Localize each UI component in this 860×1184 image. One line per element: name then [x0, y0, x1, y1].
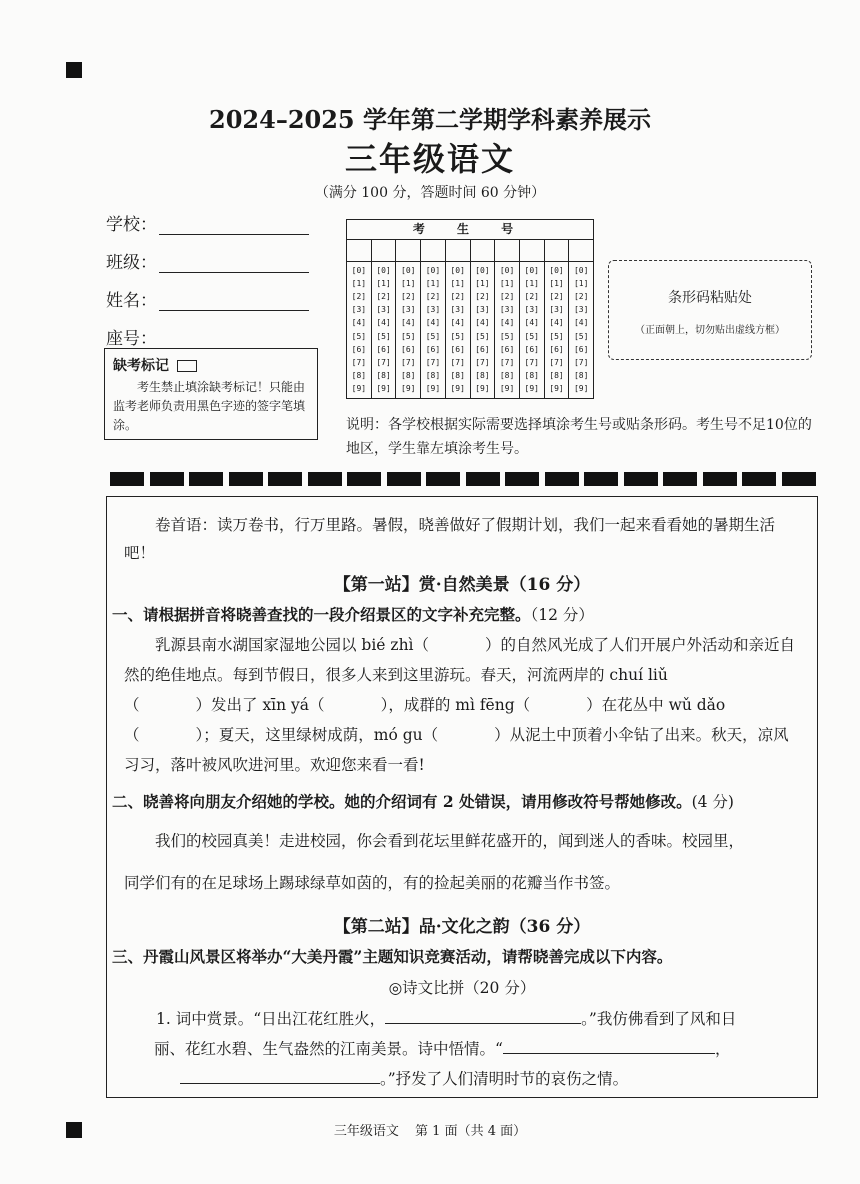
exam-number-column[interactable] [569, 262, 593, 398]
digit-bubble[interactable]: [0] [376, 265, 391, 275]
exam-number-entry-row[interactable] [347, 240, 593, 262]
q2-title: 二、晓善将向朋友介绍她的学校。她的介绍词有 2 处错误，请用修改符号帮她修改。(4 分) [112, 792, 734, 811]
digit-bubble[interactable]: [3] [549, 305, 564, 315]
digit-bubble[interactable]: [4] [499, 318, 515, 328]
page-footer [0, 1120, 860, 1139]
poem-answer-line-1[interactable] [385, 1007, 581, 1024]
digit-bubble[interactable]: [9] [351, 384, 367, 394]
digit-bubble[interactable]: [8] [524, 371, 539, 381]
q3-1-body: 1. 词中赏景。“日出江花红胜火， 。”我仿佛看到了风和日 丽、花红水碧、生气盎然的江南美景。诗中悟情。“ ， 。”抒发了人们清明时节的哀伤之情。 [156, 1004, 804, 1094]
digit-bubble[interactable]: [2] [549, 291, 564, 301]
digit-bubble[interactable]: [1] [450, 278, 465, 288]
exam-number-header: 考 生 号 [347, 220, 593, 240]
absent-mark-box [104, 348, 318, 440]
intro-text: 卷首语：读万卷书，行万里路。暑假，晓善做好了假期计划，我们一起来看看她的暑期生活吧！ [124, 516, 776, 562]
digit-bubble[interactable]: [5] [401, 331, 416, 341]
digit-bubble[interactable]: [5] [450, 331, 465, 341]
name-field[interactable]: 姓名： [106, 286, 309, 311]
digit-bubble[interactable]: [6] [401, 344, 416, 354]
digit-bubble[interactable]: [6] [573, 344, 589, 354]
exam-number-column[interactable] [545, 262, 570, 398]
exam-title: 2024–2025 学年第二学期学科素养展示 [209, 105, 651, 134]
digit-bubble[interactable]: [5] [524, 331, 539, 341]
school-field[interactable]: 学校： [106, 210, 309, 235]
digit-bubble[interactable]: [8] [351, 371, 367, 381]
exam-number-column[interactable] [421, 262, 446, 398]
digit-bubble[interactable]: [2] [524, 291, 539, 301]
digit-bubble[interactable]: [7] [573, 357, 589, 367]
digit-bubble[interactable]: [0] [450, 265, 465, 275]
digit-bubble[interactable]: [6] [524, 344, 539, 354]
digit-bubble[interactable]: [9] [401, 384, 416, 394]
cut-line [110, 472, 816, 486]
exam-number-column[interactable] [396, 262, 421, 398]
digit-bubble[interactable]: [0] [524, 265, 539, 275]
digit-bubble[interactable]: [8] [425, 371, 441, 381]
exam-subject: 三年级语文 [344, 140, 515, 178]
digit-bubble[interactable]: [7] [549, 357, 564, 367]
digit-bubble[interactable]: [4] [549, 318, 564, 328]
digit-bubble[interactable]: [3] [351, 305, 367, 315]
digit-bubble[interactable]: [4] [376, 318, 391, 328]
digit-bubble[interactable]: [7] [524, 357, 539, 367]
digit-bubble[interactable]: [0] [475, 265, 490, 275]
poem-section-heading: ◎诗文比拼（20 分） [388, 979, 536, 997]
digit-bubble[interactable]: [4] [450, 318, 465, 328]
exam-number-column[interactable] [520, 262, 545, 398]
digit-bubble[interactable]: [5] [376, 331, 391, 341]
barcode-area [608, 260, 812, 360]
q1-title: 一、请根据拼音将晓善查找的一段介绍景区的文字补充完整。（12 分） [112, 605, 594, 624]
poem-answer-line-3[interactable] [180, 1067, 380, 1084]
digit-bubble[interactable]: [1] [351, 278, 367, 288]
digit-bubble[interactable]: [4] [351, 318, 367, 328]
exam-meta: （满分 100 分，答题时间 60 分钟） [314, 185, 546, 201]
digit-bubble[interactable]: [3] [499, 305, 515, 315]
digit-bubble[interactable]: [7] [351, 357, 367, 367]
digit-bubble[interactable]: [7] [475, 357, 490, 367]
digit-bubble[interactable]: [1] [401, 278, 416, 288]
digit-bubble[interactable]: [4] [475, 318, 490, 328]
digit-bubble[interactable]: [7] [450, 357, 465, 367]
digit-bubble[interactable]: [1] [376, 278, 391, 288]
digit-bubble[interactable]: [7] [499, 357, 515, 367]
exam-number-bubbles[interactable] [347, 262, 593, 398]
digit-bubble[interactable]: [9] [499, 384, 515, 394]
exam-number-column[interactable] [372, 262, 397, 398]
digit-bubble[interactable]: [1] [524, 278, 539, 288]
digit-bubble[interactable]: [9] [475, 384, 490, 394]
digit-bubble[interactable]: [5] [499, 331, 515, 341]
digit-bubble[interactable]: [1] [573, 278, 589, 288]
digit-bubble[interactable]: [8] [499, 371, 515, 381]
digit-bubble[interactable]: [9] [376, 384, 391, 394]
digit-bubble[interactable]: [2] [573, 291, 589, 301]
footer-page: 第 1 面（共 4 面） [415, 1124, 527, 1139]
digit-bubble[interactable]: [5] [573, 331, 589, 341]
digit-bubble[interactable]: [3] [401, 305, 416, 315]
q2-line-1: 我们的校园真美！走进校园，你会看到花坛里鲜花盛开的，闻到迷人的香味。校园里， [155, 832, 745, 850]
digit-bubble[interactable]: [2] [401, 291, 416, 301]
footer-subject: 三年级语文 [333, 1124, 399, 1139]
digit-bubble[interactable]: [5] [475, 331, 490, 341]
class-field[interactable]: 班级： [106, 248, 309, 273]
digit-bubble[interactable]: [8] [573, 371, 589, 381]
digit-bubble[interactable]: [5] [351, 331, 367, 341]
digit-bubble[interactable]: [9] [573, 384, 589, 394]
exam-number-column[interactable] [446, 262, 471, 398]
digit-bubble[interactable]: [0] [573, 265, 589, 275]
absent-mark-checkbox[interactable] [177, 360, 197, 372]
poem-answer-line-2[interactable] [503, 1037, 715, 1054]
digit-bubble[interactable]: [2] [376, 291, 391, 301]
exam-number-column[interactable] [471, 262, 496, 398]
digit-bubble[interactable]: [9] [425, 384, 441, 394]
digit-bubble[interactable]: [0] [499, 265, 515, 275]
digit-bubble[interactable]: [2] [425, 291, 441, 301]
digit-bubble[interactable]: [3] [573, 305, 589, 315]
digit-bubble[interactable]: [8] [376, 371, 391, 381]
registration-mark-top [66, 62, 82, 78]
digit-bubble[interactable]: [4] [524, 318, 539, 328]
digit-bubble[interactable]: [3] [376, 305, 391, 315]
digit-bubble[interactable]: [5] [549, 331, 564, 341]
digit-bubble[interactable]: [3] [524, 305, 539, 315]
digit-bubble[interactable]: [6] [376, 344, 391, 354]
digit-bubble[interactable]: [6] [475, 344, 490, 354]
digit-bubble[interactable]: [8] [401, 371, 416, 381]
digit-bubble[interactable]: [9] [549, 384, 564, 394]
digit-bubble[interactable]: [1] [499, 278, 515, 288]
digit-bubble[interactable]: [6] [425, 344, 441, 354]
digit-bubble[interactable]: [1] [549, 278, 564, 288]
digit-bubble[interactable]: [1] [475, 278, 490, 288]
digit-bubble[interactable]: [0] [549, 265, 564, 275]
digit-bubble[interactable]: [9] [524, 384, 539, 394]
exam-number-column[interactable] [347, 262, 372, 398]
digit-bubble[interactable]: [4] [401, 318, 416, 328]
digit-bubble[interactable]: [0] [351, 265, 367, 275]
digit-bubble[interactable]: [3] [450, 305, 465, 315]
digit-bubble[interactable]: [6] [351, 344, 367, 354]
digit-bubble[interactable]: [6] [549, 344, 564, 354]
digit-bubble[interactable]: [2] [499, 291, 515, 301]
barcode-note: （正面朝上，切勿贴出虚线方框） [635, 325, 785, 336]
station1-heading: 【第一站】赏·自然美景（16 分） [333, 575, 591, 595]
digit-bubble[interactable]: [8] [450, 371, 465, 381]
digit-bubble[interactable]: [7] [401, 357, 416, 367]
seat-field[interactable]: 座号： [106, 324, 309, 349]
digit-bubble[interactable]: [6] [499, 344, 515, 354]
digit-bubble[interactable]: [8] [549, 371, 564, 381]
digit-bubble[interactable]: [2] [351, 291, 367, 301]
digit-bubble[interactable]: [0] [425, 265, 441, 275]
barcode-title: 条形码粘贴处 [668, 290, 752, 306]
exam-number-column[interactable] [495, 262, 520, 398]
digit-bubble[interactable]: [7] [376, 357, 391, 367]
digit-bubble[interactable]: [7] [425, 357, 441, 367]
station2-heading: 【第二站】品·文化之韵（36 分） [333, 917, 591, 937]
digit-bubble[interactable]: [3] [475, 305, 490, 315]
q2-line-2: 同学们有的在足球场上踢球绿草如茵的，有的捡起美丽的花瓣当作书签。 [124, 874, 621, 892]
q1-body: 乳源县南水湖国家湿地公园以 bié zhì（ ）的自然风光成了人们开展户外活动和亲近自然的绝佳地点。每到节假日，很多人来到这里游玩。春天，河流两岸的 chuí liǔ （ ）发出了 xīn yá（ ），成群的 mì fēng（ ）在花丛中 wǔ dǎo （ ）；夏天，这里绿树成荫，mó gu（ ）从泥土中顶着小伞钻了出来。秋天，凉风习习，落叶被风吹进河里。欢迎您来看一看! [124, 636, 796, 774]
instruction-note: 说明：各学校根据实际需要选择填涂考生号或贴条形码。考生号不足10位的地区，学生靠左填涂考生号。 [346, 417, 812, 457]
digit-bubble[interactable]: [0] [401, 265, 416, 275]
digit-bubble[interactable]: [2] [450, 291, 465, 301]
absent-mark-text: 考生禁止填涂缺考标记！只能由监考老师负责用黑色字迹的签字笔填涂。 [113, 380, 306, 432]
digit-bubble[interactable]: [2] [475, 291, 490, 301]
exam-number-grid [346, 219, 594, 399]
digit-bubble[interactable]: [4] [573, 318, 589, 328]
q3-title: 三、丹霞山风景区将举办“大美丹霞”主题知识竞赛活动，请帮晓善完成以下内容。 [112, 947, 673, 966]
digit-bubble[interactable]: [5] [425, 331, 441, 341]
digit-bubble[interactable]: [8] [475, 371, 490, 381]
absent-mark-title: 缺考标记 [113, 358, 169, 374]
digit-bubble[interactable]: [4] [425, 318, 441, 328]
digit-bubble[interactable]: [6] [450, 344, 465, 354]
digit-bubble[interactable]: [9] [450, 384, 465, 394]
digit-bubble[interactable]: [3] [425, 305, 441, 315]
digit-bubble[interactable]: [1] [425, 278, 441, 288]
